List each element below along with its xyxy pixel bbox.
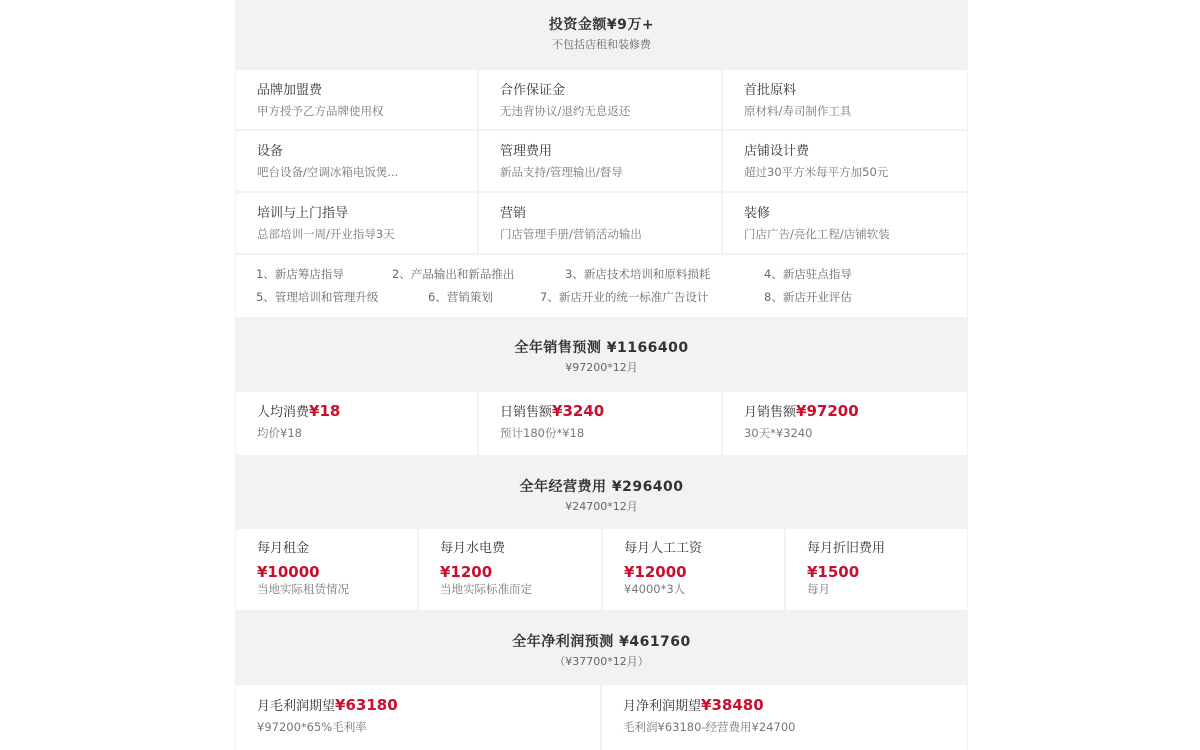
cost-label: 每月折旧费用 [807,541,886,556]
investment-subtitle: 不包括店租和装修费 [552,38,651,51]
fee-title: 营销 [500,206,527,221]
cost-value: ¥10000 [257,563,320,581]
fee-desc: 新品支持/管理输出/督导 [500,165,623,179]
sales-card-daily [479,392,721,455]
cost-desc: 当地实际租赁情况 [257,582,349,596]
fee-desc: 甲方授予乙方品牌使用权 [257,104,384,118]
fee-card-deposit [479,70,721,129]
fee-card-equipment [236,131,477,191]
service-item: 4、新店驻点指导 [764,267,852,281]
fee-card-management [479,131,721,191]
cost-card-labor [603,529,784,610]
profit-card-gross [236,685,600,750]
service-item: 1、新店筹店指导 [256,267,344,281]
service-item: 6、营销策划 [428,290,493,304]
cost-value: ¥12000 [624,563,687,581]
profit-label: 月净利润期望 [623,699,702,714]
sales-forecast-subtitle: ¥97200*12月 [565,361,638,374]
fee-desc: 无违背协议/退约无息返还 [500,104,631,118]
sales-card-monthly [723,392,967,455]
fee-title: 培训与上门指导 [257,206,349,221]
fee-card-marketing [479,193,721,253]
profit-forecast-header [235,631,968,669]
sales-value: ¥18 [309,402,341,420]
sales-desc: 预计180份*¥18 [500,426,585,440]
sales-label: 日销售额 [500,405,553,420]
sales-label: 月销售额 [744,405,797,420]
operating-cost-header [235,476,968,514]
profit-value: ¥63180 [335,696,398,714]
fee-title: 管理费用 [500,144,553,159]
cost-desc: 当地实际标准而定 [440,582,532,596]
profit-card-net [602,685,967,750]
fee-card-design [723,131,967,191]
fee-desc: 超过30平方米每平方加50元 [744,165,889,179]
cost-card-utilities [419,529,601,610]
profit-forecast-title: 全年净利润预测 ¥461760 [512,634,691,650]
fee-card-brand [236,70,477,129]
cost-label: 每月水电费 [440,541,506,556]
profit-forecast-subtitle: （¥37700*12月） [554,655,649,668]
service-item: 2、产品输出和新品推出 [392,267,515,281]
support-services-list [236,255,967,317]
sales-label: 人均消费 [257,405,310,420]
fee-title: 装修 [744,206,771,221]
cost-value: ¥1200 [440,563,493,581]
profit-label: 月毛利润期望 [257,699,336,714]
profit-desc: 毛利润¥63180-经营费用¥24700 [623,720,796,734]
fee-card-materials [723,70,967,129]
cost-label: 每月租金 [257,541,310,556]
franchise-cost-panel [235,0,968,750]
sales-desc: 30天*¥3240 [744,426,813,440]
fee-desc: 门店广告/亮化工程/店铺软装 [744,227,890,241]
investment-header [235,14,968,52]
cost-card-depreciation [786,529,967,610]
sales-value: ¥97200 [796,402,859,420]
cost-value: ¥1500 [807,563,860,581]
sales-card-per-capita [236,392,477,455]
service-item: 3、新店技术培训和原料损耗 [565,267,711,281]
sales-forecast-header [235,337,968,375]
fee-title: 合作保证金 [500,83,566,98]
fee-title: 首批原料 [744,83,797,98]
fee-card-training [236,193,477,253]
fee-title: 品牌加盟费 [257,83,323,98]
fee-title: 店铺设计费 [744,144,810,159]
profit-desc: ¥97200*65%毛利率 [257,720,367,734]
fee-desc: 门店管理手册/营销活动输出 [500,227,642,241]
fee-desc: 原材料/寿司制作工具 [744,104,852,118]
service-item: 7、新店开业的统一标准广告设计 [540,290,709,304]
sales-value: ¥3240 [552,402,605,420]
investment-title: 投资金额¥9万+ [548,17,655,33]
service-item: 8、新店开业评估 [764,290,852,304]
cost-desc: ¥4000*3人 [624,582,686,596]
fee-title: 设备 [257,144,284,159]
cost-card-rent [236,529,417,610]
profit-value: ¥38480 [701,696,764,714]
fee-desc: 总部培训一周/开业指导3天 [257,227,395,241]
cost-desc: 每月 [807,582,830,596]
operating-cost-title: 全年经营费用 ¥296400 [519,479,684,495]
sales-forecast-title: 全年销售预测 ¥1166400 [514,340,689,356]
service-item: 5、管理培训和管理升级 [256,290,379,304]
sales-desc: 均价¥18 [257,426,302,440]
fee-card-decoration [723,193,967,253]
cost-label: 每月人工工资 [624,541,703,556]
operating-cost-subtitle: ¥24700*12月 [565,500,638,513]
fee-desc: 吧台设备/空调冰箱电饭煲... [257,165,399,179]
